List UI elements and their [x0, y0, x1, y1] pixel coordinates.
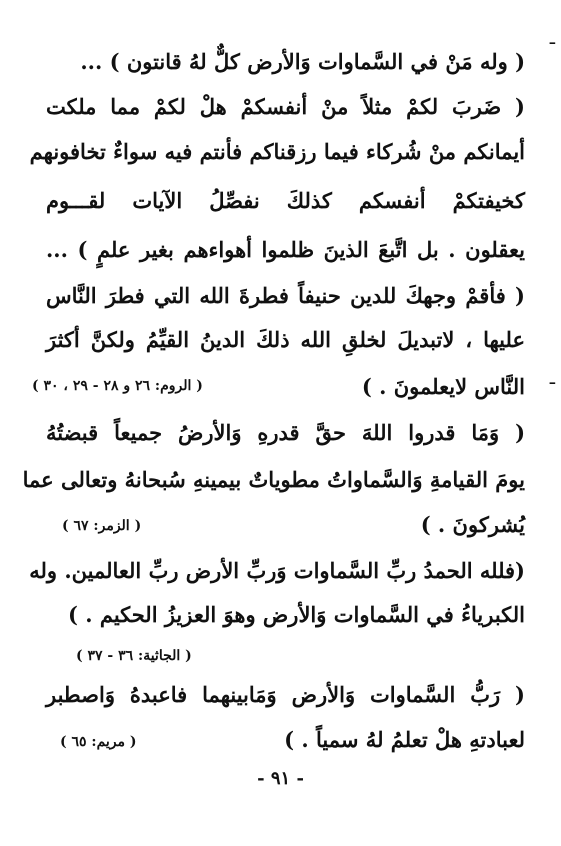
- text-line-11: يُشركونَ . ): [420, 512, 525, 537]
- citation-maryam: ( مريم: ٦٥ ): [60, 734, 137, 750]
- text-line-14: ( رَبُّ السَّماوات وَالأرض وَمَابينهما فاعبدهُ وَاصطبر: [46, 682, 525, 707]
- text-line-15: لعبادتهِ هلْ تعلمُ لهُ سمياً . ): [284, 727, 525, 752]
- text-line-1: ( وله مَنْ في السَّماوات وَالأرض كلٌّ لهُ قانتون ) ...: [80, 49, 525, 74]
- text-line-10: يومَ القيامةِ وَالسَّماواتُ مطوياتٌ بيمينهِ سُبحانهُ وتعالى عما: [22, 467, 525, 492]
- margin-mark: ـ: [549, 28, 555, 49]
- text-line-12: (فلله الحمدُ ربِّ السَّماوات وَربِّ الأرض ربِّ العالمين. وله: [29, 558, 525, 583]
- margin-mark: ـ: [549, 368, 555, 389]
- text-line-6: ( فأقمْ وجهكَ للدين حنيفاً فطرةَ الله التي فطرَ النَّاس: [46, 283, 525, 308]
- text-line-4: كخيفتكمْ أنفسكم كذلكَ نفصِّلُ الآيات لقـــوم: [46, 188, 525, 213]
- text-line-8: النَّاس لايعلمونَ . ): [361, 374, 525, 399]
- citation-zumar: ( الزمر: ٦٧ ): [62, 518, 142, 534]
- text-line-2: ( ضَربَ لكمْ مثلاً منْ أنفسكمْ هلْ لكمْ مما ملكت: [46, 94, 525, 119]
- citation-rum: ( الروم: ٢٦ و ٢٨ - ٢٩ ، ٣٠ ): [32, 378, 203, 394]
- text-line-13: الكبرياءُ في السَّماوات وَالأرض وهوَ العزيزُ الحكيم . ): [67, 602, 525, 627]
- text-line-5: يعقلون . بل اتَّبعَ الذينَ ظلموا أهواءهم بغير علمٍ ) ...: [46, 237, 525, 262]
- page-number: - ٩١ -: [257, 768, 304, 789]
- text-line-3: أيمانكم منْ شُركاء فيما رزقناكم فأنتم فيه سواءٌ تخافونهم: [29, 139, 525, 164]
- text-line-9: ( وَمَا قدروا اللهَ حقَّ قدرهِ وَالأرضُ جميعاً قبضتُهُ: [46, 420, 525, 445]
- text-line-7: عليها ، لاتبديلَ لخلقِ الله ذلكَ الدينُ القيِّمُ ولكنَّ أكثرَ: [46, 327, 525, 352]
- citation-jathiya: ( الجاثية: ٣٦ - ٣٧ ): [76, 648, 192, 664]
